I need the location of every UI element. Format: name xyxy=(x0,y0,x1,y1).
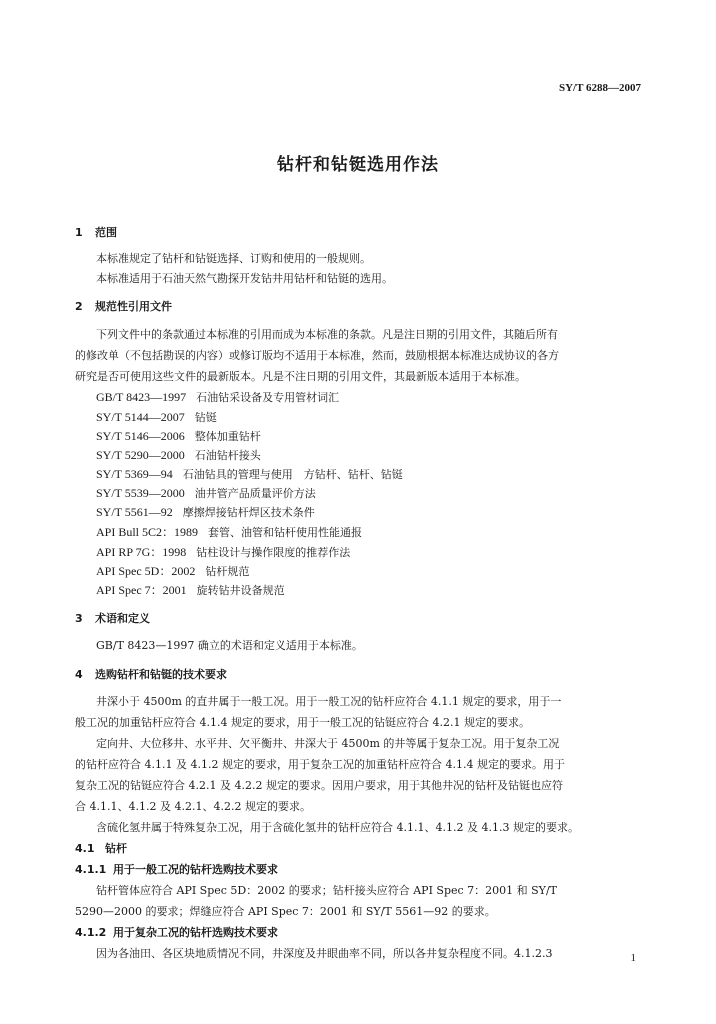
section-number: 2 xyxy=(75,300,83,313)
reference-code: API RP 7G：1998 xyxy=(96,545,187,559)
reference-title: 石油钻具的管理与使用 方钻杆、钻杆、钻铤 xyxy=(182,468,403,481)
reference-code: API Spec 5D：2002 xyxy=(96,564,196,578)
reference-item xyxy=(96,581,285,598)
paragraph-line: 定向井、大位移井、水平井、欠平衡井、井深大于 4500m 的井等属于复杂工况。用于复杂工况 xyxy=(96,737,560,750)
reference-item xyxy=(96,389,339,405)
section-title: 范围 xyxy=(95,226,117,239)
paragraph-line: 下列文件中的条款通过本标准的引用而成为本标准的条款。凡是注日期的引用文件，其随后所有 xyxy=(96,328,558,341)
paragraph: 本标准规定了钻杆和钻铤选择、订购和使用的一般规则。 xyxy=(96,252,371,265)
paragraph-line: 5290—2000 的要求；焊缝应符合 API Spec 7：2001 和 SY/T 5561—92 的要求。 xyxy=(75,905,496,918)
section-title: 规范性引用文件 xyxy=(95,300,172,313)
section-title: 用于复杂工况的钻杆选购技术要求 xyxy=(113,926,278,939)
section-title: 选购钻杆和钻铤的技术要求 xyxy=(95,668,227,681)
paragraph: 本标准适用于石油天然气勘探开发钻井用钻杆和钻铤的选用。 xyxy=(96,272,393,285)
reference-code: SY/T 5561—92 xyxy=(96,505,173,519)
reference-item xyxy=(96,409,217,425)
reference-item xyxy=(96,523,362,540)
section-title: 用于一般工况的钻杆选购技术要求 xyxy=(113,863,278,876)
reference-title: 整体加重钻杆 xyxy=(194,430,261,443)
reference-code: GB/T 8423—1997 xyxy=(96,390,187,404)
section-4-heading xyxy=(75,666,227,682)
reference-item xyxy=(96,466,403,482)
section-3-heading xyxy=(75,610,150,626)
section-2-heading xyxy=(75,298,172,314)
section-number: 3 xyxy=(75,612,83,625)
section-title: 术语和定义 xyxy=(95,612,150,625)
reference-item xyxy=(96,447,261,463)
reference-title: 石油钻采设备及专用管材词汇 xyxy=(196,391,340,404)
section-number: 4.1 xyxy=(75,842,95,855)
reference-item xyxy=(96,504,315,520)
reference-code: SY/T 5146—2006 xyxy=(96,429,185,443)
section-number: 4.1.2 xyxy=(75,926,107,939)
section-number: 1 xyxy=(75,226,83,239)
paragraph-line: 的钻杆应符合 4.1.1 及 4.1.2 规定的要求，用于复杂工况的加重钻杆应符合 4.1.4 规定的要求。用于 xyxy=(75,758,565,771)
standard-code: SY/T 6288—2007 xyxy=(558,82,641,94)
paragraph-line: 般工况的加重钻杆应符合 4.1.4 规定的要求，用于一般工况的钻铤应符合 4.2.1 规定的要求。 xyxy=(75,716,530,729)
paragraph-line: 钻杆管体应符合 API Spec 5D：2002 的要求；钻杆接头应符合 API Spec 7：2001 和 SY/T xyxy=(96,884,557,897)
paragraph-line: 复杂工况的钻铤应符合 4.2.1 及 4.2.2 规定的要求。因用户要求，用于其他井况的钻杆及钻铤也应符 xyxy=(75,779,563,792)
reference-title: 套管、油管和钻杆使用性能通报 xyxy=(208,526,363,539)
reference-code: SY/T 5290—2000 xyxy=(96,448,185,462)
reference-item xyxy=(96,543,350,560)
reference-code: SY/T 5144—2007 xyxy=(96,410,185,424)
section-1-heading xyxy=(75,224,117,240)
reference-title: 石油钻杆接头 xyxy=(194,449,261,462)
reference-title: 钻杆规范 xyxy=(205,565,250,578)
page-number: 1 xyxy=(630,952,636,964)
reference-code: API Spec 7：2001 xyxy=(96,583,187,597)
paragraph: 含硫化氢井属于特殊复杂工况，用于含硫化氢井的钻杆应符合 4.1.1、4.1.2 及 4.1.3 规定的要求。 xyxy=(96,821,579,834)
section-title: 钻杆 xyxy=(105,842,127,855)
reference-item xyxy=(96,485,316,501)
reference-item xyxy=(96,428,261,444)
subsection-4-1-heading xyxy=(75,840,127,856)
subsection-4-1-1-heading xyxy=(75,861,278,877)
paragraph-line: 井深小于 4500m 的直井属于一般工况。用于一般工况的钻杆应符合 4.1.1 规定的要求，用于一 xyxy=(96,695,562,708)
paragraph-line: 研究是否可使用这些文件的最新版本。凡是不注日期的引用文件，其最新版本适用于本标准。 xyxy=(75,370,526,383)
reference-title: 旋转钻井设备规范 xyxy=(196,584,285,597)
paragraph-line: 合 4.1.1、4.1.2 及 4.2.1、4.2.2 规定的要求。 xyxy=(75,800,311,813)
reference-title: 钻铤 xyxy=(194,411,217,424)
reference-code: SY/T 5369—94 xyxy=(96,467,173,481)
paragraph-line: 因为各油田、各区块地质情况不同，井深度及井眼曲率不同，所以各井复杂程度不同。4.1.2.3 xyxy=(96,947,553,960)
reference-item xyxy=(96,562,249,579)
paragraph-line: 的修改单（不包括勘误的内容）或修订版均不适用于本标准，然而，鼓励根据本标准达成协议的各方 xyxy=(75,349,559,362)
reference-code: API Bull 5C2：1989 xyxy=(96,525,199,539)
section-number: 4.1.1 xyxy=(75,863,107,876)
reference-code: SY/T 5539—2000 xyxy=(96,486,185,500)
subsection-4-1-2-heading xyxy=(75,924,278,940)
reference-title: 油井管产品质量评价方法 xyxy=(194,487,316,500)
document-title: 钻杆和钻铤选用作法 xyxy=(277,155,439,175)
section-number: 4 xyxy=(75,668,83,681)
reference-title: 摩擦焊接钻杆焊区技术条件 xyxy=(182,506,315,519)
reference-title: 钻柱设计与操作限度的推荐作法 xyxy=(196,546,351,559)
paragraph: GB/T 8423—1997 确立的术语和定义适用于本标准。 xyxy=(96,639,363,652)
